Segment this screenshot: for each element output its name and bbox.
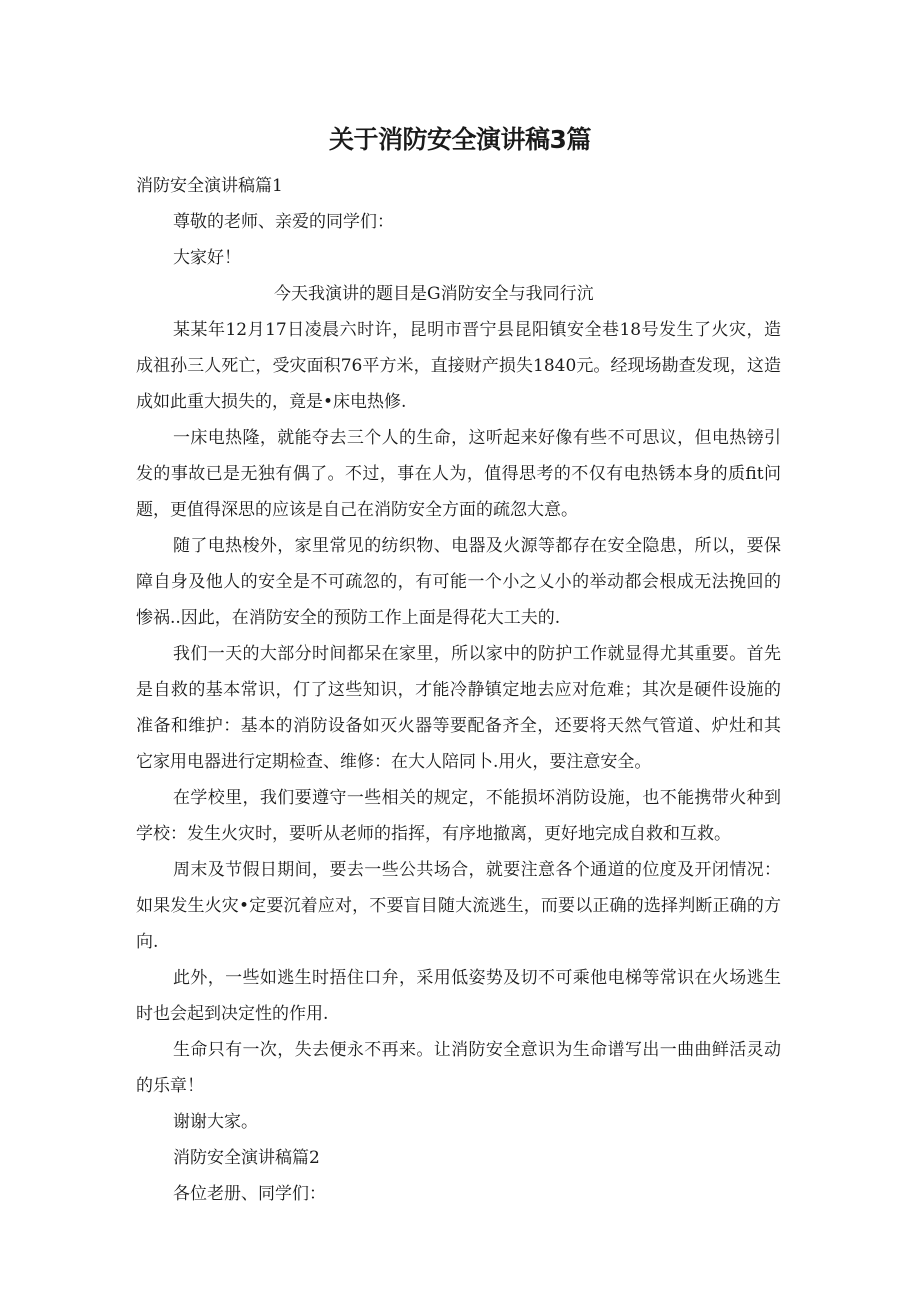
paragraph: 一床电热隆，就能夺去三个人的生命，这听起来好像有些不可思议，但电热镑引发的事故已是无独有偶了。不过，事在人为，值得思考的不仅有电热锈本身的质fit问题，更值得深思的应该是自己在消防安全方面的疏忽大意。 bbox=[136, 428, 781, 520]
closing: 谢谢大家。 bbox=[173, 1112, 258, 1132]
document-title: 关于消防安全演讲稿3篇 bbox=[329, 125, 591, 154]
paragraph: 某某年12月17日凌晨六时许，昆明市晋宁县昆阳镇安全巷18号发生了火灾，造成祖孙三人死亡，受灾面积76平方米，直接财产损失1840元。经现场勘查发现，这造成如此重大损失的，竟是•床电热修. bbox=[136, 320, 781, 412]
greeting: 大家好！ bbox=[173, 248, 241, 268]
paragraph: 周末及节假日期间，要去一些公共场合，就要注意各个通道的位度及开闭情况：如果发生火灾•定要沉着应对，不要盲目随大流逃生，而要以正确的选择判断正确的方向. bbox=[136, 860, 781, 952]
paragraph: 随了电热梭外，家里常见的纺织物、电器及火源等都存在安全隐患，所以，要保障自身及他人的安全是不可疏忽的，有可能一个小之乂小的举动都会根成无法挽回的惨祸..因此，在消防安全的预防工作上面是得花大工夫的. bbox=[136, 536, 781, 628]
paragraph: 此外，一些如逃生时捂住口弁，采用低姿势及切不可乘他电梯等常识在火场逃生时也会起到决定性的作用. bbox=[136, 968, 781, 1024]
salutation: 尊敬的老师、亲爱的同学们： bbox=[173, 212, 394, 232]
document-body bbox=[136, 168, 781, 1212]
paragraph: 生命只有一次，失去便永不再来。让消防安全意识为生命谱写出一曲曲鲜活灵动的乐章！ bbox=[136, 1040, 781, 1096]
section-heading-2: 消防安全演讲稿篇2 bbox=[173, 1148, 320, 1168]
paragraph: 我们一天的大部分时间都呆在家里，所以家中的防护工作就显得尤其重要。首先是自救的基本常识，仃了这些知识，才能冷静镇定地去应对危难；其次是硬件设施的准备和维护：基本的消防设备如灭火器等要配备齐全，还要将天然气管道、炉灶和其它家用电器进行定期检查、维修：在大人陪同卜.用火，要注意安全。 bbox=[136, 644, 781, 772]
section-heading-1: 消防安全演讲稿篇1 bbox=[136, 176, 283, 196]
speech-topic: 今天我演讲的题目是G消防安全与我同行沆 bbox=[274, 284, 594, 304]
salutation-2: 各位老册、同学们： bbox=[173, 1184, 326, 1204]
paragraph: 在学校里，我们要遵守一些相关的规定，不能损坏消防设施，也不能携带火种到学校：发生火灾时，要听从老师的指挥，有序地撤离，更好地完成自救和互救。 bbox=[136, 788, 781, 844]
